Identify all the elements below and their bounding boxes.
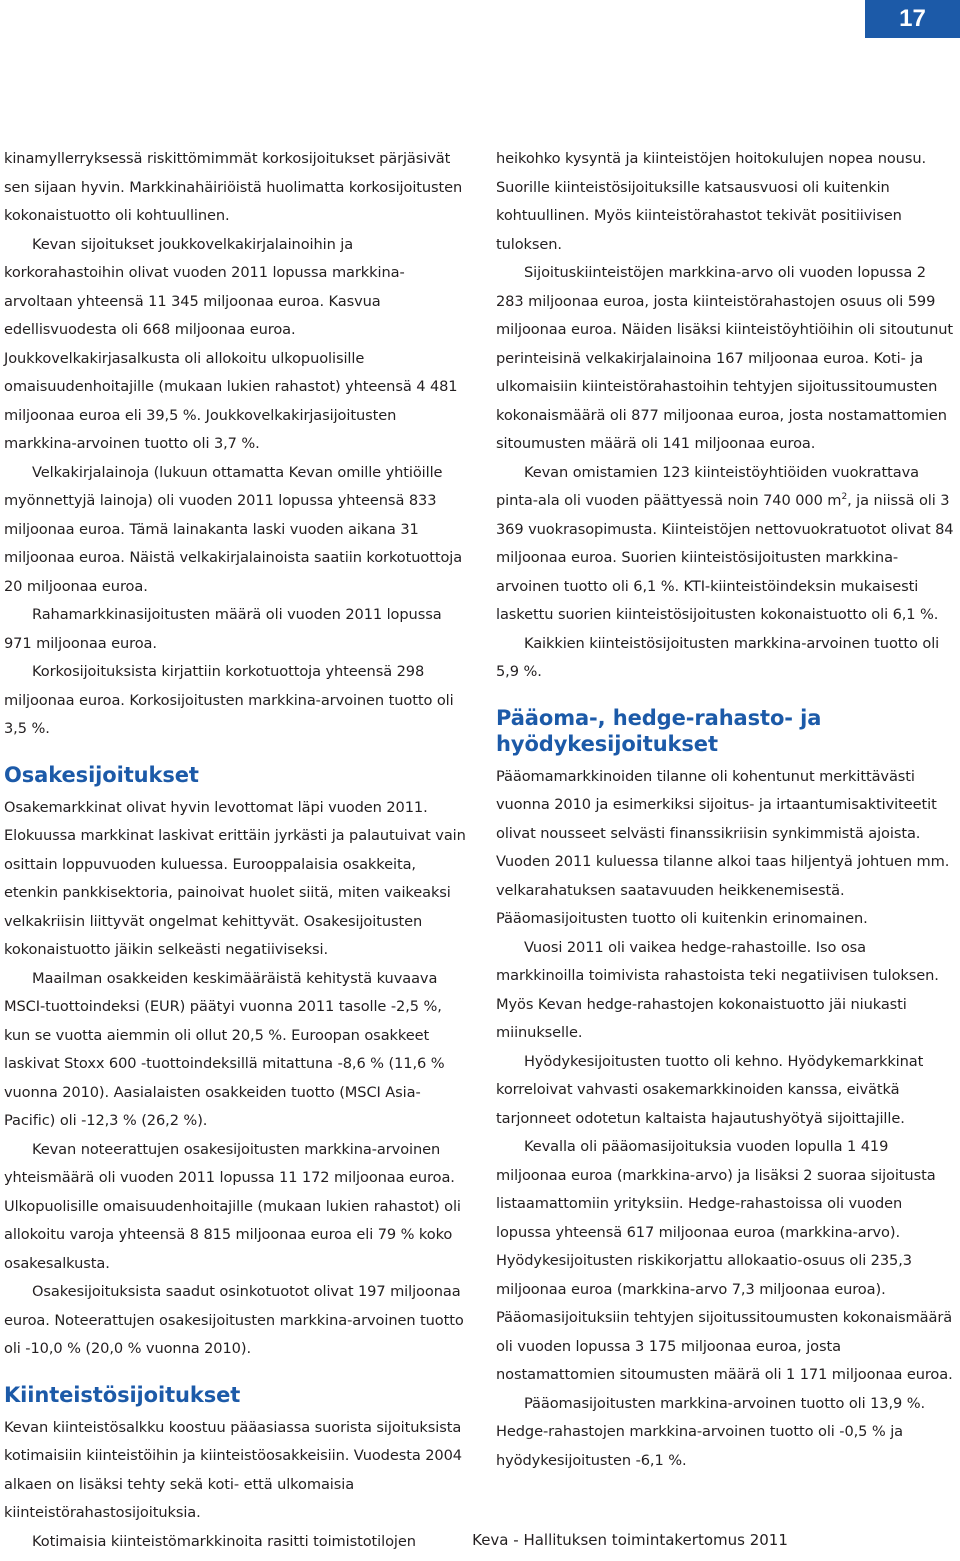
paragraph: Pääomasijoitusten markkina-arvoinen tuotto oli 13,9 %. Hedge-rahastojen markkina-arvoinen tuotto oli -0,5 % ja hyödykesijoitusten -6,1 %. [496,1394,926,1469]
paragraph: Rahamarkkinasijoitusten määrä oli vuoden 2011 lopussa 971 miljoonaa euroa. [4,606,442,652]
page-footer [0,1531,960,1549]
paragraph: Kaikkien kiinteistösijoitusten markkina-arvoinen tuotto oli 5,9 %. [496,634,940,680]
right-column [496,145,958,1475]
footer-text: Keva - Hallituksen toimintakertomus 2011 [472,1531,788,1549]
page-number: 17 [865,0,960,38]
paragraph: Osakemarkkinat olivat hyvin levottomat läpi vuoden 2011. Elokuussa markkinat laskivat erittäin jyrkästi ja palautuivat vain osittain loppuvuoden kuluessa. Eurooppalaisia osakkeita, etenkin pankkisektoria, painoivat huolet siitä, miten vaikeaksi velkakriisin liittyvät ongelmat kehittyvät. Osakesijoitusten kokonaistuotto jäikin selkeästi negatiiviseksi. [4,798,466,958]
section-heading-osakesijoitukset: Osakesijoitukset [4,762,199,787]
paragraph: Kotimaisia kiinteistömarkkinoita rasitti toimistotilojen [32,1532,416,1550]
superscript: 2 [841,492,848,503]
paragraph: Osakesijoituksista saadut osinkotuotot olivat 197 miljoonaa euroa. Noteerattujen osakesijoitusten markkina-arvoinen tuotto oli -10,0 % (20,0 % vuonna 2010). [4,1283,464,1357]
paragraph: Sijoituskiinteistöjen markkina-arvo oli vuoden lopussa 2 283 miljoonaa euroa, josta kiinteistörahastojen osuus oli 599 miljoonaa euroa. Näiden lisäksi kiinteistöyhtiöihin oli sitoutunut perinteisinä velkakirjalainoina 167 miljoonaa euroa. Koti- ja ulkomaisiin kiinteistörahastoihin tehtyjen sijoitussitoumusten kokonaismäärä oli 877 miljoonaa euroa, josta nostamattomien sitoumusten määrä oli 141 miljoonaa euroa. [496,264,954,452]
text-run: Kevan omistamien 123 kiinteistöyhtiöiden vuokrattava pinta-ala oli vuoden päättyessä noin 740 000 m [496,463,919,509]
paragraph: Kevalla oli pääomasijoituksia vuoden lopulla 1 419 miljoonaa euroa (markkina-arvo) ja lisäksi 2 suoraa sijoitusta listaamattomiin yrityksiin. Hedge-rahastoissa oli vuoden lopussa yhteensä 617 miljoonaa euroa (markkina-arvo). Hyödykesijoitusten riskikorjattu allokaatio-osuus oli 235,3 miljoonaa euroa (markkina-arvo 7,3 miljoonaa euroa). Pääomasijoituksiin tehtyjen sijoitussitoumusten kokonaismäärä oli vuoden lopussa 3 175 miljoonaa euroa, josta nostamattomien sitoumusten määrä oli 1 171 miljoonaa euroa. [496,1138,953,1383]
paragraph: Maailman osakkeiden keskimääräistä kehitystä kuvaava MSCI-tuottoindeksi (EUR) päätyi vuonna 2011 tasolle -2,5 %, kun se vuotta aiemmin oli ollut 20,5 %. Euroopan osakkeet laskivat Stoxx 600 -tuottoindeksillä mitattuna -8,6 % (11,6 % vuonna 2010). Aasialaisten osakkeiden tuotto (MSCI Asia-Pacific) oli -12,3 % (26,2 %). [4,969,445,1129]
section-heading-paaoma: Pääoma-, hedge-rahasto- ja hyödykesijoitukset [496,705,822,756]
paragraph: Velkakirjalainoja (lukuun ottamatta Kevan omille yhtiöille myönnettyjä lainoja) oli vuoden 2011 lopussa yhteensä 833 miljoonaa euroa. Tämä lainakanta laski vuoden aikana 31 miljoonaa euroa. Näistä velkakirjalainoista saatiin korkotuottoja 20 miljoonaa euroa. [4,463,463,595]
paragraph [496,459,958,630]
paragraph: Pääomamarkkinoiden tilanne oli kohentunut merkittävästi vuonna 2010 ja esimerkiksi sijoitus- ja irtaantumisaktiviteetit olivat nousseet selvästi finanssikriisin synkimmistä ajoista. Vuoden 2011 kuluessa tilanne alkoi taas hiljentyä johtuen mm. velkarahatuksen saatavuuden heikkenemisestä. Pääomasijoitusten tuotto oli kuitenkin erinomainen. [496,767,950,927]
paragraph: Hyödykesijoitusten tuotto oli kehno. Hyödykemarkkinat korreloivat vahvasti osakemarkkinoiden kanssa, eivätkä tarjonneet odotetun kaltaista hajautushyötyä sijoittajille. [496,1052,924,1127]
paragraph: heikohko kysyntä ja kiinteistöjen hoitokulujen nopea nousu. Suorille kiinteistösijoituksille katsausvuosi oli kuitenkin kohtuullinen. Myös kiinteistörahastot tekivät positiivisen tuloksen. [496,150,927,253]
paragraph: Kevan noteerattujen osakesijoitusten markkina-arvoinen yhteismäärä oli vuoden 2011 lopussa 11 172 miljoonaa euroa. Ulkopuolisille omaisuudenhoitajille (mukaan lukien rahastot) oli allokoitu varoja yhteensä 8 815 miljoonaa euroa eli 79 % koko osakesalkusta. [4,1140,461,1272]
paragraph: Korkosijoituksista kirjattiin korkotuottoja yhteensä 298 miljoonaa euroa. Korkosijoitusten markkina-arvoinen tuotto oli 3,5 %. [4,663,454,737]
paragraph: kinamyllerryksessä riskittömimmät korkosijoitukset pärjäsivät sen sijaan hyvin. Markkinahäiriöistä huolimatta korkosijoitusten kokonaistuotto oli kohtuullinen. [4,150,463,224]
text-run: , ja niissä oli 3 369 vuokrasopimusta. Kiinteistöjen nettovuokratuotot olivat 84 miljoonaa euroa. Suorien kiinteistösijoitusten markkina-arvoinen tuotto oli 6,1 %. KTI-kiinteistöindeksin mukaisesti laskettu suorien kiinteistösijoitusten kokonaistuotto oli 6,1 %. [496,492,954,623]
paragraph: Kevan kiinteistösalkku koostuu pääasiassa suorista sijoituksista kotimaisiin kiinteistöihin ja kiinteistöosakkeisiin. Vuodesta 2004 alkaen on lisäksi tehty sekä koti- että ulkomaisia kiinteistörahastosijoituksia. [4,1418,462,1521]
paragraph: Vuosi 2011 oli vaikea hedge-rahastoille. Iso osa markkinoilla toimivista rahastoista teki negatiivisen tuloksen. Myös Kevan hedge-rahastojen kokonaistuotto jäi niukasti miinukselle. [496,938,939,1041]
section-heading-kiinteistosijoitukset: Kiinteistösijoitukset [4,1382,241,1407]
left-column [4,145,470,1556]
paragraph: Kevan sijoitukset joukkovelkakirjalainoihin ja korkorahastoihin olivat vuoden 2011 lopussa markkina-arvoltaan yhteensä 11 345 miljoonaa euroa. Kasvua edellisvuodesta oli 668 miljoonaa euroa. Joukkovelkakirjasalkusta oli allokoitu ulkopuolisille omaisuudenhoitajille (mukaan lukien rahastot) yhteensä 4 481 miljoonaa euroa eli 39,5 %. Joukkovelkakirjasijoitusten markkina-arvoinen tuotto oli 3,7 %. [4,235,458,452]
